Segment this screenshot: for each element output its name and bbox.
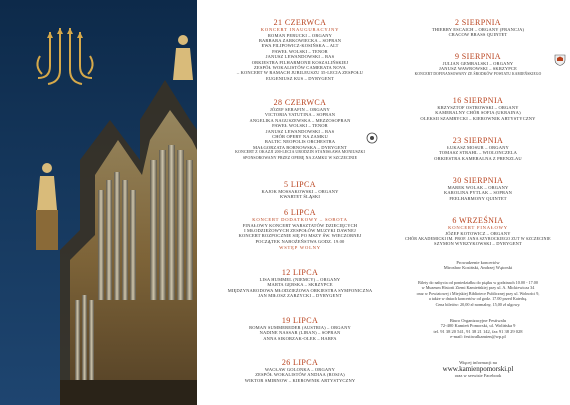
concert-date: 30 SIERPNIA xyxy=(452,176,504,185)
performer-line: ZESPÓŁ WOKALISTÓW CAMERATA NOVA xyxy=(254,64,346,70)
website-link[interactable]: www.kamienpomorski.pl xyxy=(442,365,514,374)
concert-entry xyxy=(392,90,564,121)
concert-entry xyxy=(392,12,564,38)
concert-entry xyxy=(392,46,564,77)
performer-line: FEELHARMONY QUINTET xyxy=(449,195,507,201)
performer-line: FINAŁOWY KONCERT WARSZTATÓW DZIECIĘCYCH xyxy=(242,222,358,228)
performer-line: ORKIESTRA KAMERALNA Z PRENZLAU xyxy=(434,155,522,161)
opera-logo-icon xyxy=(366,132,378,144)
concert-date: 16 SIERPNIA xyxy=(452,96,504,105)
concert-entry xyxy=(214,12,386,81)
concert-entry xyxy=(214,174,386,200)
performer-line: ZESPÓŁ WOKALISTÓW ANDIAA (ROSJA) xyxy=(255,372,345,378)
concert-entry xyxy=(392,170,564,201)
performer-line: POCZĄTEK NABOŻEŃSTWA GODZ. 19.00 xyxy=(255,238,345,244)
county-coat-of-arms-icon xyxy=(554,54,566,66)
concert-entry xyxy=(214,310,386,341)
office-email[interactable]: e-mail: festiwalkamien@wp.pl xyxy=(450,334,506,340)
performer-line: KAJOK MOSSAKOWSKI – ORGANY xyxy=(261,189,339,194)
office-line: tel. 91 38 20 541, 91 38 21 142, fax 91 38 29 028 xyxy=(433,328,523,334)
concert-date: 23 SIERPNIA xyxy=(452,136,504,145)
performer-line: CRACOW BRASS QUINTET xyxy=(448,32,508,38)
performer-line: NADINE NASSAR (LIBAN) – SOPRAN xyxy=(259,330,341,336)
organizers-block xyxy=(392,260,564,271)
tickets-line: Cena biletów: 20,00 zł normalny, 15,00 zł ulgowy. xyxy=(435,301,521,307)
performer-line: WACŁAW GOLONKA – ORGANY xyxy=(264,367,336,372)
concert-date: 26 LIPCA xyxy=(281,358,319,367)
concert-date: 6 LIPCA xyxy=(284,208,316,217)
performer-line: WIKTOR SMIRNOW – KIEROWNIK ARTYSTYCZNY xyxy=(244,377,356,383)
more-info-label: Więcej informacji na xyxy=(459,360,497,365)
performer-line: CHÓR AKADEMICKI IM. PROF. JANA SZYROCKIEGO ZUT W SZCZECINIE xyxy=(405,235,551,241)
organizers-names: Mirosław Kosiński, Andrzej Wątorski xyxy=(443,265,513,271)
concert-date: 12 LIPCA xyxy=(281,268,319,277)
performer-line: JANUSZ LEWANDOWSKI – BAS xyxy=(265,54,335,60)
performer-line: ANGELIKA NAGUSZEWSKA – MEZZOSOPRAN xyxy=(249,117,351,123)
performer-line: JANUSZ WAWROWSKI – SKRZYPCE xyxy=(439,66,517,72)
performer-line: KAROLINA PYTLAK – SOPRAN xyxy=(444,190,512,196)
performer-line: MIĘDZYNARODOWA MŁODZIEŻOWA ORKIESTRA SYMFONICZNA xyxy=(227,287,373,293)
concert-date: 6 WRZEŚNIA xyxy=(452,216,504,225)
concert-subtitle: KONCERT FINAŁOWY xyxy=(448,225,508,230)
concert-entry xyxy=(214,352,386,383)
performer-line: JÓZEF KOTOWICZ – ORGANY xyxy=(445,230,511,236)
organ-pipes-logo xyxy=(28,26,110,88)
performer-line: LISA HUMMEL (NIEMCY) – ORGANY xyxy=(259,277,341,282)
performer-line: SZYMON WYRZYKOWSKI – DYRYGENT xyxy=(434,241,522,247)
concert-date: 5 LIPCA xyxy=(284,180,316,189)
performer-line: THIERRY ESCAICH – ORGANY (FRANCJA) xyxy=(431,27,525,32)
performer-line: TOMASZ STRAHL – WIOLONCZELA xyxy=(438,150,518,156)
performer-line: BARBARA ZARKOWIECKA – SOPRAN xyxy=(258,37,342,43)
concert-date: 9 SIERPNIA xyxy=(454,52,501,61)
performer-line: VICTORIA VATUTINA – SOPRAN xyxy=(264,112,336,118)
performer-line: KRZYSZTOF OSTROWSKI – ORGANY xyxy=(437,105,519,110)
organizers-heading: Prowadzenie koncertów xyxy=(456,260,500,265)
tickets-block xyxy=(392,280,564,307)
performer-line: ŁUKASZ MOSUR – ORGANY xyxy=(447,145,509,150)
performer-line: MARTA GĘBSKA – SKRZYPCE xyxy=(267,282,333,288)
tickets-line: oraz w Powiatowej i Miejskiej Bibliotece Publicznej przy ul. Wolności 9, xyxy=(416,290,540,296)
performer-line: I MŁODZIEŻOWYCH ZESPOŁÓW MUZYKI DAWNEJ xyxy=(244,227,356,233)
performer-line: MAREK WOLAK – ORGANY xyxy=(447,185,509,190)
performer-line: JANUSZ LEWANDOWSKI – BAS xyxy=(265,128,335,134)
performer-line: BALTIC NEOPOLIS ORCHESTRA xyxy=(264,139,336,145)
concert-subtitle: KONCERT INAUGURACYJNY xyxy=(260,27,340,32)
performer-line: KONCERT ROZPOCZNIE SIĘ PO MSZY ŚW. WIECZORNEJ xyxy=(238,233,362,239)
concert-date: 19 LIPCA xyxy=(281,316,319,325)
performer-line: EWA FILIPOWICZ-KOSIŃSKA – ALT xyxy=(261,43,339,49)
concert-entry xyxy=(392,130,564,161)
festival-office-block xyxy=(392,318,564,340)
free-entry-note: WSTĘP WOLNY xyxy=(279,245,321,251)
performer-line: SPONSOROWANY PRZEZ OPERĘ NA ZAMKU W SZCZECINIE xyxy=(242,155,358,160)
performer-line: KONCERT DOFINANSOWANY ZE ŚRODKÓW POWIATU KAMIEŃSKIEGO xyxy=(414,71,542,76)
performer-line: JAN MIŁOSZ ZARZYCKI – DYRYGENT xyxy=(258,293,342,299)
performer-line: PAWEŁ WOLSKI – TENOR xyxy=(272,123,328,129)
performer-line: EUGENIUSZ KUS – DYRYGENT xyxy=(266,75,334,81)
more-info-block xyxy=(392,360,564,379)
tickets-line: a także w dniach koncertów od godz. 17.00 przed Katedrą. xyxy=(428,296,528,302)
performer-line: ROMAN SUMMEREDER (AUSTRIA) – ORGANY xyxy=(249,325,351,330)
performer-line: KWARTET ŚLĄSKI xyxy=(279,194,321,200)
concert-entry xyxy=(214,92,386,161)
performer-line: ROMAN PERUCKI – ORGANY xyxy=(267,32,333,38)
performer-line: – KONCERT W RAMACH JUBILEUSZU 35-LECIA ZESPOŁU xyxy=(236,70,364,76)
performer-line: KONCERT Z OKAZJI 200-LECIA URODZIN STANISŁAWA MONIUSZKI xyxy=(235,150,365,155)
office-line: Biuro Organizacyjne Festiwalu xyxy=(449,318,507,323)
concert-date: 2 SIERPNIA xyxy=(454,18,501,27)
performer-line: KAMERALNY CHÓR SOFIA (UKRAINA) xyxy=(435,110,521,116)
concert-date: 28 CZERWCA xyxy=(273,98,327,107)
tickets-line: Bilety do nabycia od poniedziałku do piątku w godzinach 10.00 - 17.00 xyxy=(418,280,538,285)
concert-subtitle: KONCERT DODATKOWY – SOBOTA xyxy=(252,217,348,222)
performer-line: ANNA SIKORZAK-OLEK – HARFA xyxy=(263,335,337,341)
performer-line: PAWEŁ WOLSKI – TENOR xyxy=(272,48,328,54)
concert-date: 21 CZERWCA xyxy=(273,18,327,27)
concert-entry xyxy=(392,210,564,247)
office-line: 72-400 Kamień Pomorski, ul. Wolińska 9 xyxy=(440,323,516,329)
facebook-note: oraz w serwisie Facebook xyxy=(454,373,502,379)
organ-image-panel xyxy=(0,0,197,405)
tickets-line: w Muzeum Historii Ziemi Kamieńskiej przy ul. A. Mickiewicza 34 xyxy=(421,285,535,291)
performer-line: CHÓR OPERY NA ZAMKU xyxy=(272,134,328,140)
performer-line: JULIAN GEMBALSKI – ORGANY xyxy=(442,61,514,66)
concert-entry xyxy=(214,202,386,251)
performer-line: OLEKSII SZAMRYCKI – KIEROWNIK ARTYSTYCZNY xyxy=(420,115,536,121)
performer-line: JÓZEF SERAFIN – ORGANY xyxy=(270,107,330,112)
performer-line: ORKIESTRA FILHARMONII KOSZALIŃSKIEJ xyxy=(251,59,349,65)
performer-line: MAŁGORZATA BORNOWSKA – DYRYGENT xyxy=(253,144,347,150)
concert-entry xyxy=(214,262,386,299)
